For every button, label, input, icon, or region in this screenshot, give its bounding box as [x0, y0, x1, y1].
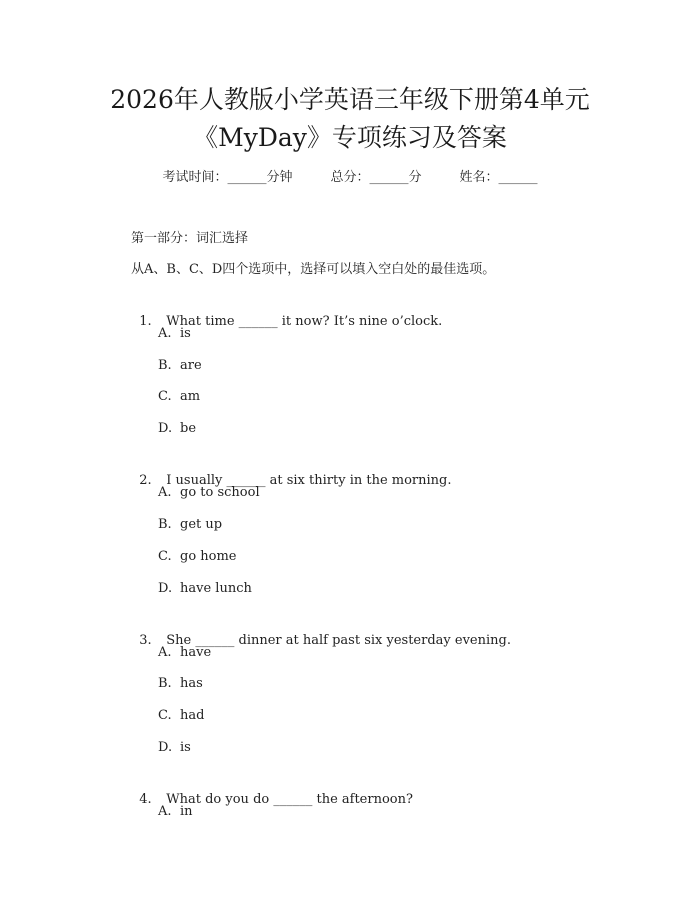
- option-label: D.: [158, 421, 173, 436]
- student-name-field: 姓名：______: [459, 170, 538, 185]
- option-1d: [158, 419, 196, 439]
- option-label: D.: [158, 581, 173, 596]
- option-label: A.: [158, 485, 172, 500]
- option-text: be: [180, 421, 197, 436]
- option-text: am: [180, 389, 201, 404]
- option-2a: [158, 483, 260, 503]
- option-3b: [158, 674, 203, 694]
- option-text: go to school: [180, 485, 260, 500]
- option-text: is: [180, 740, 191, 755]
- option-2c: [158, 547, 237, 567]
- question-text: She ______ dinner at half past six yesterday evening.: [166, 633, 511, 648]
- option-label: B.: [158, 676, 172, 691]
- option-text: have: [180, 645, 212, 660]
- question-number: 2.: [139, 473, 152, 488]
- option-text: have lunch: [180, 581, 252, 596]
- option-label: B.: [158, 517, 172, 532]
- option-label: A.: [158, 645, 172, 660]
- option-label: C.: [158, 389, 172, 404]
- option-label: A.: [158, 804, 172, 819]
- option-1a: [158, 324, 191, 344]
- option-4a: [158, 802, 193, 822]
- document-title-line-1: 2026年人教版小学英语三年级下册第4单元: [110, 85, 590, 114]
- option-label: D.: [158, 740, 173, 755]
- option-label: B.: [158, 358, 172, 373]
- question-text: I usually ______ at six thirty in the morning.: [166, 473, 452, 488]
- exam-time-field: 考试时间：______分钟: [162, 170, 293, 185]
- option-text: has: [180, 676, 203, 691]
- option-text: is: [180, 326, 191, 341]
- option-text: in: [180, 804, 193, 819]
- option-label: C.: [158, 549, 172, 564]
- option-1b: [158, 356, 202, 376]
- option-text: go home: [180, 549, 237, 564]
- document-title-line-2: 《MyDay》专项练习及答案: [193, 123, 507, 152]
- section-instruction: 从A、B、C、D四个选项中，选择可以填入空白处的最佳选项。: [131, 262, 496, 277]
- exam-info-row: [0, 168, 700, 188]
- option-2d: [158, 579, 252, 599]
- option-text: get up: [180, 517, 223, 532]
- total-score-field: 总分：______分: [330, 170, 422, 185]
- option-3a: [158, 643, 211, 663]
- option-3c: [158, 706, 204, 726]
- option-2b: [158, 515, 222, 535]
- question-number: 1.: [139, 314, 152, 329]
- option-text: had: [180, 708, 205, 723]
- option-label: A.: [158, 326, 172, 341]
- option-3d: [158, 738, 191, 758]
- question-text: What do you do ______ the afternoon?: [166, 792, 413, 807]
- option-text: are: [180, 358, 202, 373]
- question-text: What time ______ it now? It’s nine o’clock.: [166, 314, 443, 329]
- question-number: 4.: [139, 792, 152, 807]
- section-heading: 第一部分：词汇选择: [131, 231, 249, 246]
- option-1c: [158, 387, 200, 407]
- option-label: C.: [158, 708, 172, 723]
- question-number: 3.: [139, 633, 152, 648]
